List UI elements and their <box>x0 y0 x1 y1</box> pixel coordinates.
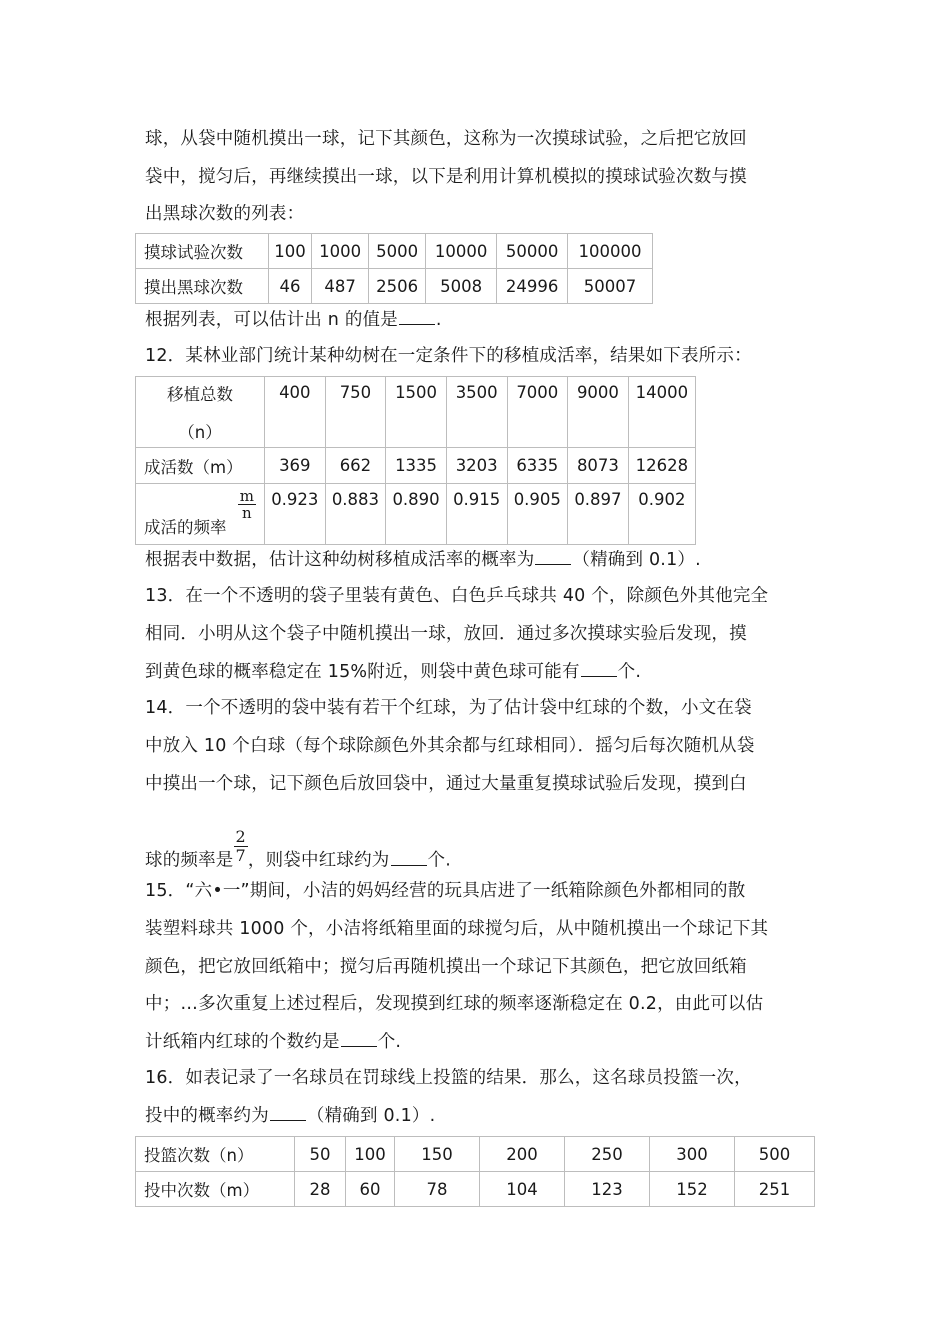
q14-answer-line <box>145 827 451 879</box>
q16-text-line-1: 16．如表记录了一名球员在罚球线上投篮的结果．那么，这名球员投篮一次， <box>145 1068 752 1088</box>
answer-blank[interactable] <box>270 1104 306 1121</box>
q14-text-line-2: 中放入 10 个白球（每个球除颜色外其余都与红球相同）．摇匀后每次随机从袋 <box>145 736 755 756</box>
q16-made-cell: 152 <box>650 1172 735 1207</box>
q13-answer-text: 到黄色球的概率稳定在 15%附近，则袋中黄色球可能有 <box>145 662 580 682</box>
q11-trials-cell: 1000 <box>312 234 369 269</box>
q15-text-line-1: 15．“六•一”期间，小洁的妈妈经营的玩具店进了一纸箱除颜色外都相同的散 <box>145 881 746 901</box>
q12-row-label-survived: 成活数（m） <box>136 448 265 484</box>
q16-shots-cell: 300 <box>650 1137 735 1172</box>
q12-answer-line <box>145 548 701 571</box>
q12-total-cell: 400 <box>265 377 326 448</box>
q12-survived-cell: 8073 <box>568 448 629 484</box>
q16-answer-line <box>145 1104 435 1127</box>
q12-survived-cell: 1335 <box>386 448 447 484</box>
q14-text-line-1: 14．一个不透明的袋中装有若干个红球，为了估计袋中红球的个数，小文在袋 <box>145 698 752 718</box>
q11-trials-cell: 10000 <box>426 234 497 269</box>
q11-black-cell: 50007 <box>568 269 653 304</box>
q14-answer-text: 球的频率是 <box>145 850 234 871</box>
q11-trials-cell: 100000 <box>568 234 653 269</box>
q16-answer-text: 投中的概率约为 <box>145 1106 269 1126</box>
q12-survived-cell: 12628 <box>628 448 695 484</box>
fraction-numerator: m <box>239 487 254 505</box>
q15-answer-end: 个. <box>377 1032 402 1052</box>
q16-shots-cell: 150 <box>395 1137 480 1172</box>
q14-answer-end: 个. <box>427 850 451 871</box>
q11-trials-cell: 50000 <box>497 234 568 269</box>
answer-blank[interactable] <box>341 1030 377 1047</box>
q12-total-cell: 750 <box>325 377 386 448</box>
q12-total-cell: 3500 <box>446 377 507 448</box>
answer-blank[interactable] <box>535 548 571 565</box>
q12-row-label-freq <box>136 484 265 545</box>
q12-freq-cell: 0.902 <box>628 484 695 545</box>
answer-blank[interactable] <box>391 849 427 866</box>
fraction-denominator: n <box>242 504 252 522</box>
q11-trials-cell: 100 <box>269 234 312 269</box>
q11-table <box>135 233 653 304</box>
fraction-numerator: 2 <box>235 827 246 846</box>
q11-black-cell: 487 <box>312 269 369 304</box>
q12-question-line: 12．某林业部门统计某种幼树在一定条件下的移植成活率，结果如下表所示： <box>145 346 752 366</box>
q16-answer-end: （精确到 0.1）. <box>306 1106 436 1126</box>
q14-answer-mid: ，则袋中红球约为 <box>247 850 390 871</box>
q11-black-cell: 2506 <box>369 269 426 304</box>
q11-answer-line <box>145 308 442 331</box>
q16-made-cell: 123 <box>565 1172 650 1207</box>
q12-row-label-total-a: 移植总数 <box>167 385 233 404</box>
q16-made-cell: 78 <box>395 1172 480 1207</box>
q16-row-label-made: 投中次数（m） <box>136 1172 295 1207</box>
q11-black-cell: 5008 <box>426 269 497 304</box>
q16-shots-cell: 250 <box>565 1137 650 1172</box>
q12-row-label-total-b: （n） <box>178 423 222 442</box>
q11-answer-end: . <box>435 310 442 330</box>
fraction-denominator: 7 <box>235 846 246 865</box>
q12-row-label-freq-text: 成活的频率 <box>144 518 227 537</box>
answer-blank[interactable] <box>399 308 435 325</box>
q12-freq-cell: 0.923 <box>265 484 326 545</box>
q15-answer-text: 计纸箱内红球的个数约是 <box>145 1032 340 1052</box>
q11-text-line-2: 袋中，搅匀后，再继续摸出一球，以下是利用计算机模拟的摸球试验次数与摸 <box>145 167 747 187</box>
q13-answer-line <box>145 660 641 683</box>
q11-black-cell: 24996 <box>497 269 568 304</box>
q12-survived-cell: 369 <box>265 448 326 484</box>
q12-total-cell: 9000 <box>568 377 629 448</box>
q12-survived-cell: 3203 <box>446 448 507 484</box>
answer-blank[interactable] <box>581 660 617 677</box>
q12-row-label-total <box>136 377 265 448</box>
q15-text-line-3: 颜色，把它放回纸箱中；搅匀后再随机摸出一个球记下其颜色，把它放回纸箱 <box>145 957 747 977</box>
q14-text-line-3: 中摸出一个球，记下颜色后放回袋中，通过大量重复摸球试验后发现，摸到白 <box>145 774 747 794</box>
q11-row-label-trials: 摸球试验次数 <box>136 234 269 269</box>
q13-answer-end: 个. <box>617 662 642 682</box>
q13-text-line-1: 13．在一个不透明的袋子里装有黄色、白色乒乓球共 40 个，除颜色外其他完全 <box>145 586 769 606</box>
q12-survived-cell: 662 <box>325 448 386 484</box>
q12-total-cell: 7000 <box>507 377 568 448</box>
q16-row-label-shots: 投篮次数（n） <box>136 1137 295 1172</box>
q12-survived-cell: 6335 <box>507 448 568 484</box>
q16-shots-cell: 200 <box>480 1137 565 1172</box>
q12-total-cell: 1500 <box>386 377 447 448</box>
q12-table <box>135 376 696 545</box>
q16-made-cell: 28 <box>295 1172 346 1207</box>
q15-text-line-2: 装塑料球共 1000 个，小洁将纸箱里面的球搅匀后，从中随机摸出一个球记下其 <box>145 919 769 939</box>
q12-freq-fraction <box>238 488 256 521</box>
q12-freq-cell: 0.883 <box>325 484 386 545</box>
q16-table <box>135 1136 815 1207</box>
q11-text-line-1: 球，从袋中随机摸出一球，记下其颜色，这称为一次摸球试验，之后把它放回 <box>145 129 747 149</box>
q16-made-cell: 251 <box>735 1172 815 1207</box>
q12-total-cell: 14000 <box>628 377 695 448</box>
q12-answer-text: 根据表中数据，估计这种幼树移植成活率的概率为 <box>145 550 535 570</box>
q12-freq-cell: 0.897 <box>568 484 629 545</box>
q16-shots-cell: 50 <box>295 1137 346 1172</box>
q15-text-line-4: 中；…多次重复上述过程后，发现摸到红球的频率逐渐稳定在 0.2，由此可以估 <box>145 994 764 1014</box>
q12-freq-cell: 0.890 <box>386 484 447 545</box>
q11-trials-cell: 5000 <box>369 234 426 269</box>
q16-shots-cell: 100 <box>346 1137 395 1172</box>
q16-shots-cell: 500 <box>735 1137 815 1172</box>
q12-freq-cell: 0.905 <box>507 484 568 545</box>
q11-row-label-black: 摸出黑球次数 <box>136 269 269 304</box>
q13-text-line-2: 相同．小明从这个袋子中随机摸出一球，放回．通过多次摸球实验后发现，摸 <box>145 624 747 644</box>
q14-fraction <box>234 828 248 865</box>
q15-answer-line <box>145 1030 401 1053</box>
q11-black-cell: 46 <box>269 269 312 304</box>
q12-freq-cell: 0.915 <box>446 484 507 545</box>
q11-answer-text: 根据列表，可以估计出 n 的值是 <box>145 310 398 330</box>
q16-made-cell: 104 <box>480 1172 565 1207</box>
q12-answer-end: （精确到 0.1）. <box>572 550 701 570</box>
q16-made-cell: 60 <box>346 1172 395 1207</box>
q11-text-line-3: 出黑球次数的列表： <box>145 204 305 224</box>
